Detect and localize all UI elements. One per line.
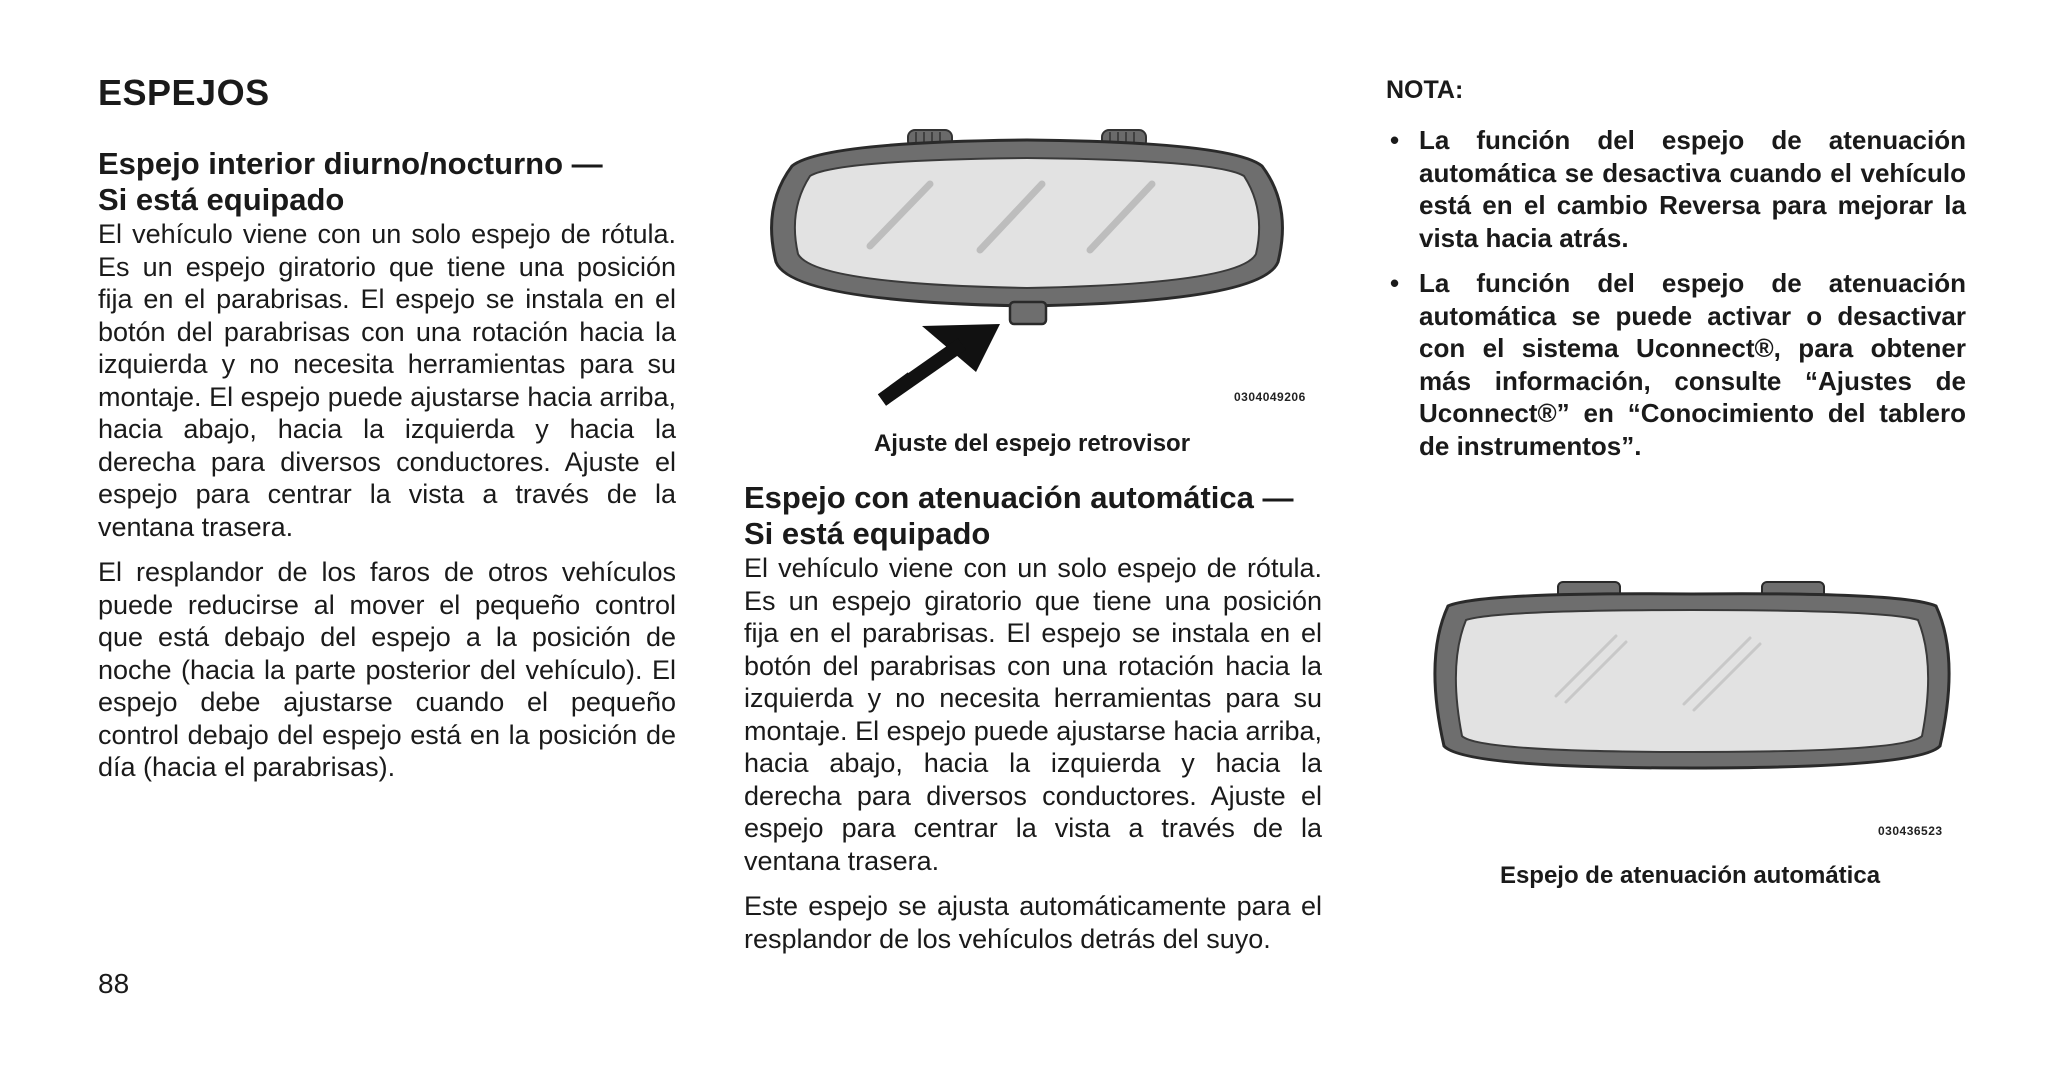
figure1-code: 0304049206	[1234, 390, 1306, 404]
note-item	[1386, 124, 1966, 254]
note-text: La función del espejo de atenuación automática se desactiva cuando el vehículo está en el cambio Reversa para mejorar la vista hacia atrás.	[1419, 125, 1966, 253]
auto-dim-mirror-heading	[744, 480, 1322, 552]
interior-mirror-paragraph-1: El vehículo viene con un solo espejo de rótula. Es un espejo giratorio que tiene una posición fija en el parabrisas. El espejo se instala en el botón del parabrisas con una rotación hacia la izquierda y no necesita herramientas para su montaje. El espejo puede ajustarse hacia arriba, hacia abajo, hacia la izquierda y hacia la derecha para diversos conductores. Ajuste el espejo para centrar la vista a través de la ventana trasera.	[98, 219, 676, 542]
page-number: 88	[98, 968, 130, 999]
auto-dim-mirror-heading-line2: Si está equipado	[744, 516, 991, 551]
bullet-icon: •	[1390, 268, 1400, 298]
figure2-code: 030436523	[1878, 824, 1943, 838]
interior-mirror-heading-line2: Si está equipado	[98, 182, 345, 217]
interior-mirror-heading-line1: Espejo interior diurno/nocturno —	[98, 146, 603, 181]
bullet-icon: •	[1390, 125, 1400, 155]
auto-dim-mirror-illustration	[1420, 578, 1960, 838]
figure2-caption: Espejo de atenuación automática	[1499, 862, 1881, 889]
figure1-caption: Ajuste del espejo retrovisor	[873, 430, 1191, 457]
interior-mirror-heading	[98, 146, 676, 218]
auto-dim-mirror-paragraph-2: Este espejo se ajusta automáticamente para el resplandor de los vehículos detrás del suyo.	[744, 891, 1322, 954]
auto-dim-mirror-paragraph-1: El vehículo viene con un solo espejo de rótula. Es un espejo giratorio que tiene una posición fija en el parabrisas. El espejo se instala en el botón del parabrisas con una rotación hacia la izquierda y no necesita herramientas para su montaje. El espejo puede ajustarse hacia arriba, hacia abajo, hacia la izquierda y hacia la derecha para diversos conductores. Ajuste el espejo para centrar la vista a través de la ventana trasera.	[744, 553, 1322, 876]
auto-dim-mirror-heading-line1: Espejo con atenuación automática —	[744, 480, 1294, 515]
note-list	[1386, 124, 1966, 462]
auto-dim-mirror-figure	[1420, 578, 1960, 838]
column-interior-mirror	[98, 0, 676, 784]
interior-mirror-paragraph-2: El resplandor de los faros de otros vehículos puede reducirse al mover el pequeño control que está debajo del espejo a la posición de noche (hacia la parte posterior del vehículo). El espejo debe ajustarse cuando el pequeño control debajo del espejo está en la posición de día (hacia el parabrisas).	[98, 557, 676, 782]
note-text: La función del espejo de atenuación automática se puede activar o desactivar con el sistema Uconnect®, para obtener más información, consulte “Ajustes de Uconnect®” en “Conocimiento del tablero de instrumentos”.	[1419, 268, 1966, 461]
note-item	[1386, 267, 1966, 462]
note-label: NOTA:	[1386, 76, 1464, 104]
column-auto-dim-mirror	[744, 0, 1322, 955]
section-title: ESPEJOS	[98, 72, 270, 113]
